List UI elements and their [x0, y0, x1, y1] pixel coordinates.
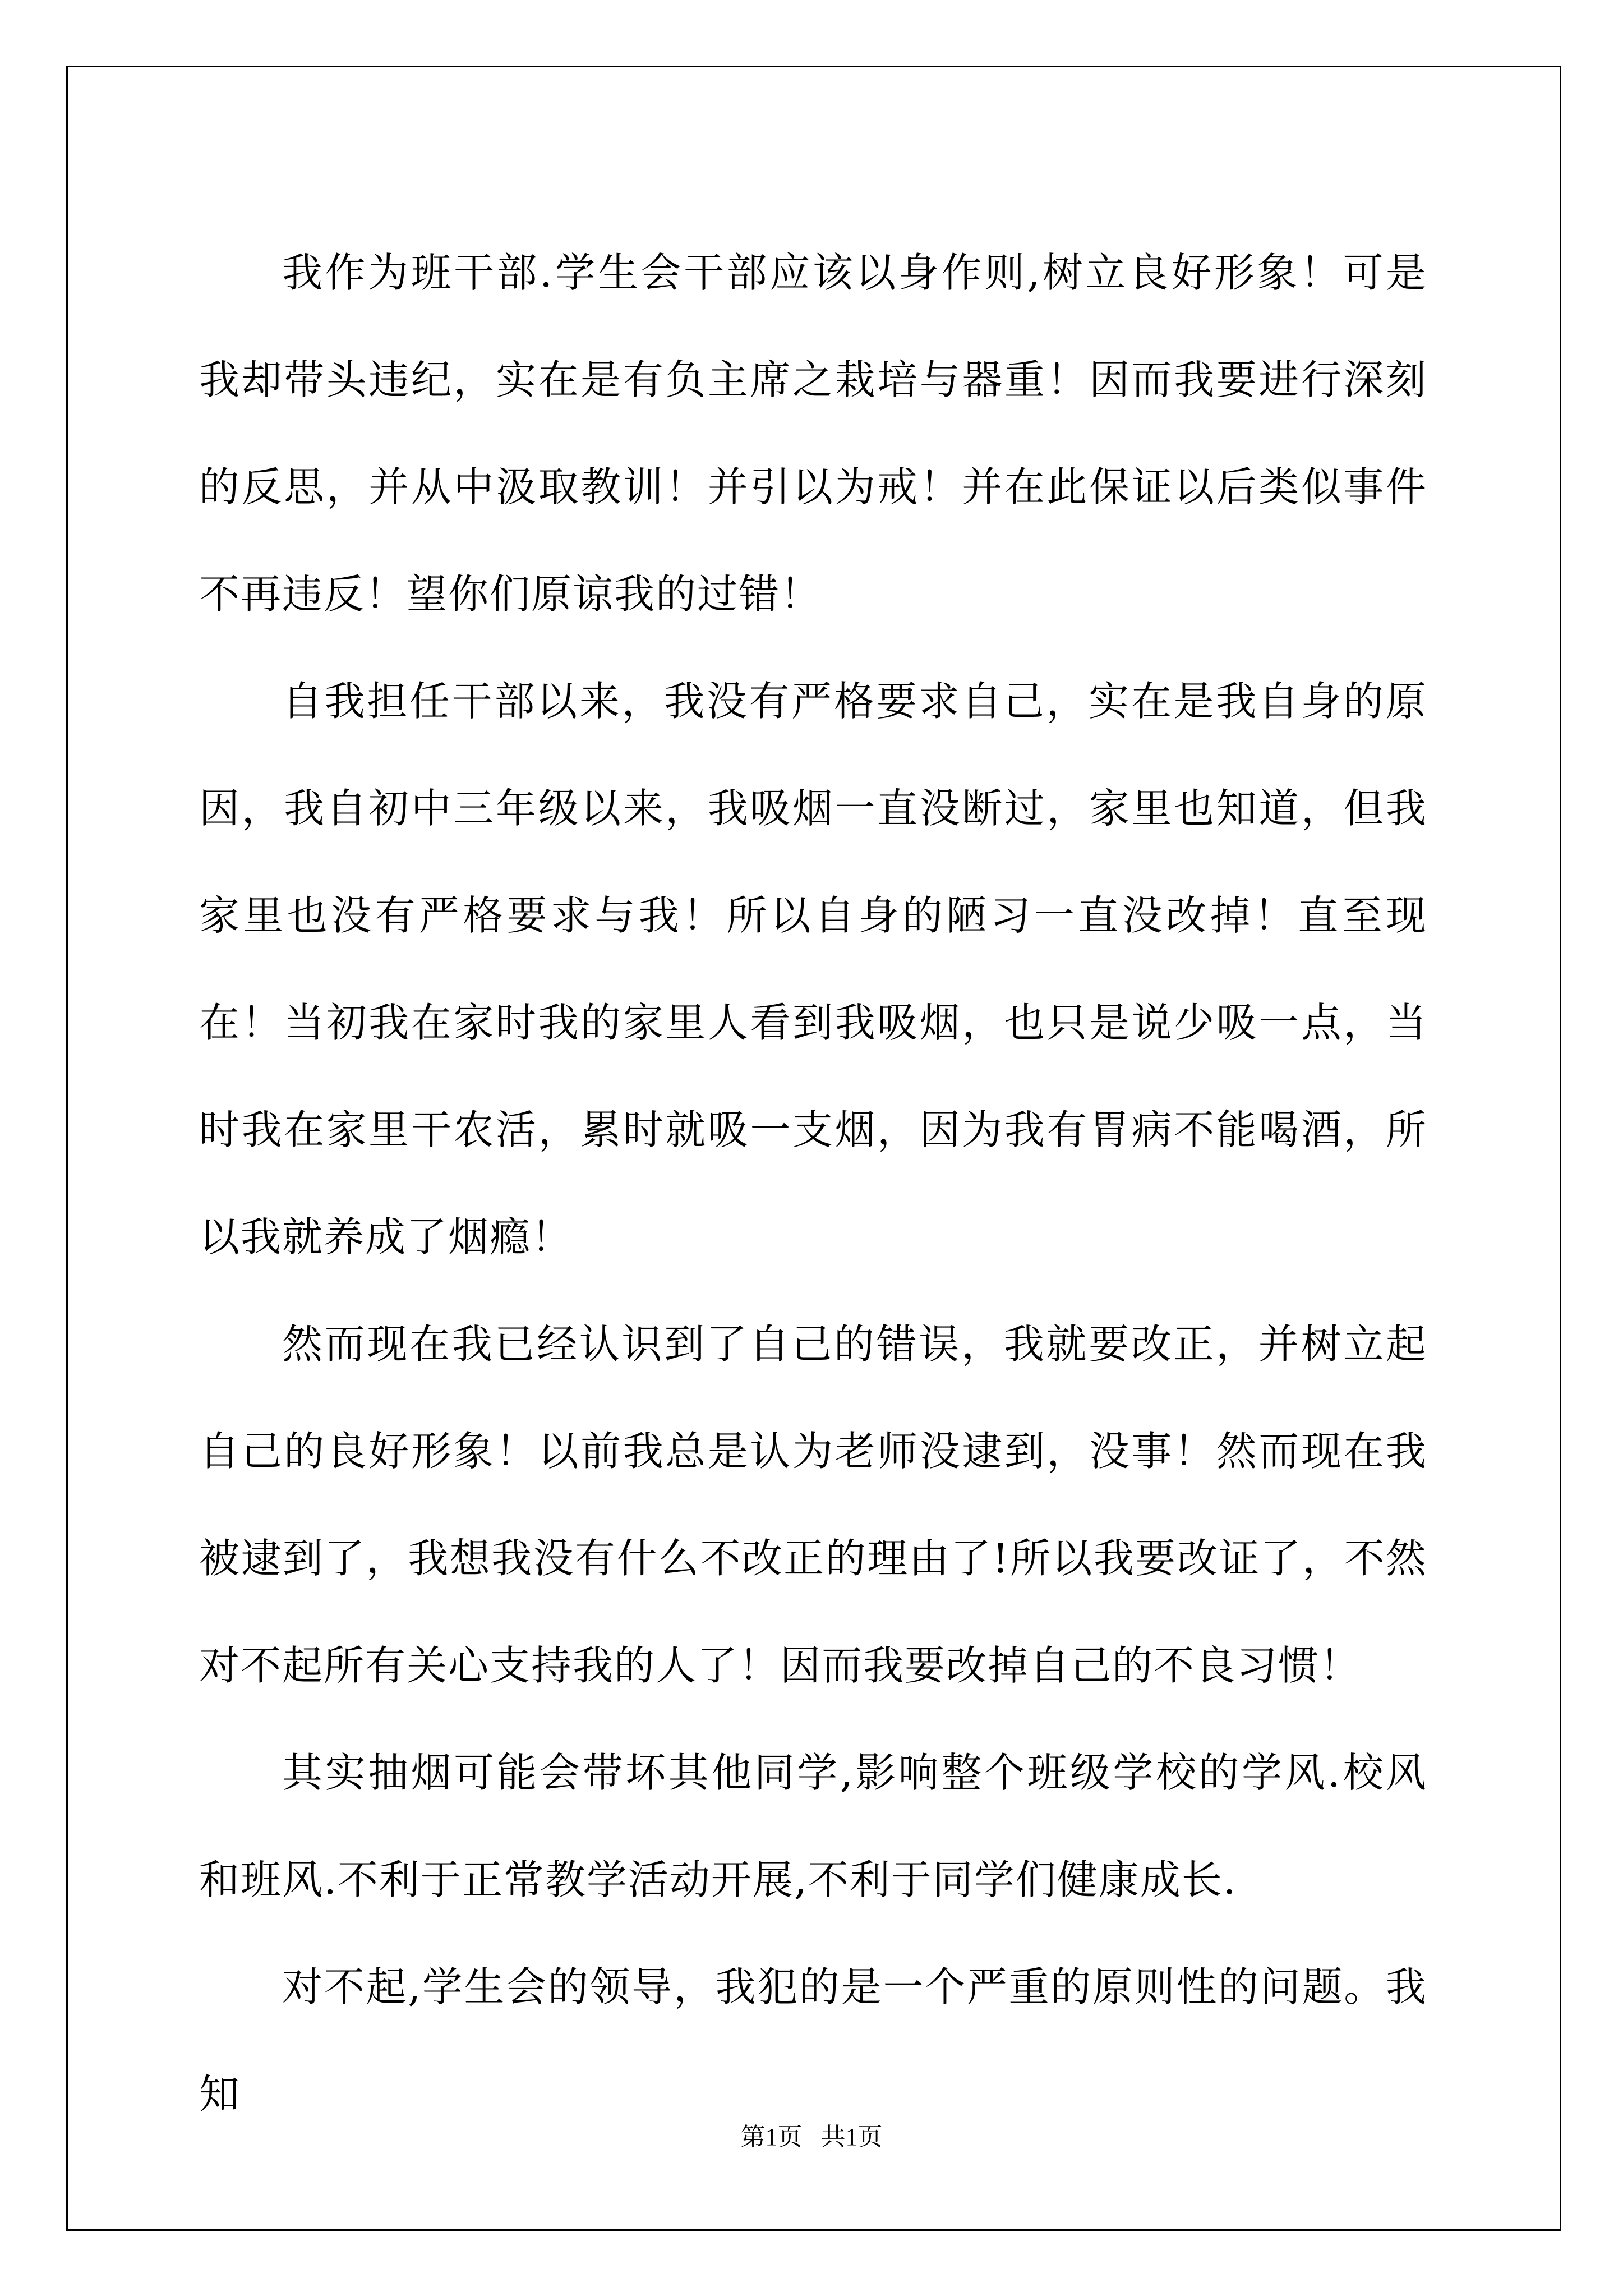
page-number: 第1页: [740, 2123, 803, 2151]
page-footer: [0, 2120, 1623, 2154]
document-body: [199, 219, 1427, 2148]
paragraph-2: 自我担任干部以来，我没有严格要求自己，实在是我自身的原因，我自初中三年级以来，我吸烟一直没断过，家里也知道，但我家里也没有严格要求与我！所以自身的陋习一直没改掉！直至现在！当初我在家时我的家里人看到我吸烟，也只是说少吸一点，当时我在家里干农活，累时就吸一支烟，因为我有胃病不能喝酒，所以我就养成了烟瘾！: [199, 678, 1427, 1260]
paragraph-1: 我作为班干部.学生会干部应该以身作则,树立良好形象！可是我却带头违纪，实在是有负主席之栽培与器重！因而我要进行深刻的反思，并从中汲取教训！并引以为戒！并在此保证以后类似事件不再违反！望你们原谅我的过错！: [199, 249, 1427, 618]
paragraph-3: 然而现在我已经认识到了自己的错误，我就要改正，并树立起自己的良好形象！以前我总是认为老师没逮到，没事！然而现在我被逮到了，我想我没有什么不改正的理由了!所以我要改证了，不然对不起所有关心支持我的人了！因而我要改掉自己的不良习惯！: [199, 1320, 1427, 1689]
paragraph-5: 对不起,学生会的领导，我犯的是一个严重的原则性的问题。我知: [199, 1963, 1427, 2118]
paragraph-4: 其实抽烟可能会带坏其他同学,影响整个班级学校的学风.校风和班风.不利于正常教学活动开展,不利于同学们健康成长.: [199, 1749, 1427, 1903]
page-total: 共1页: [820, 2123, 883, 2151]
